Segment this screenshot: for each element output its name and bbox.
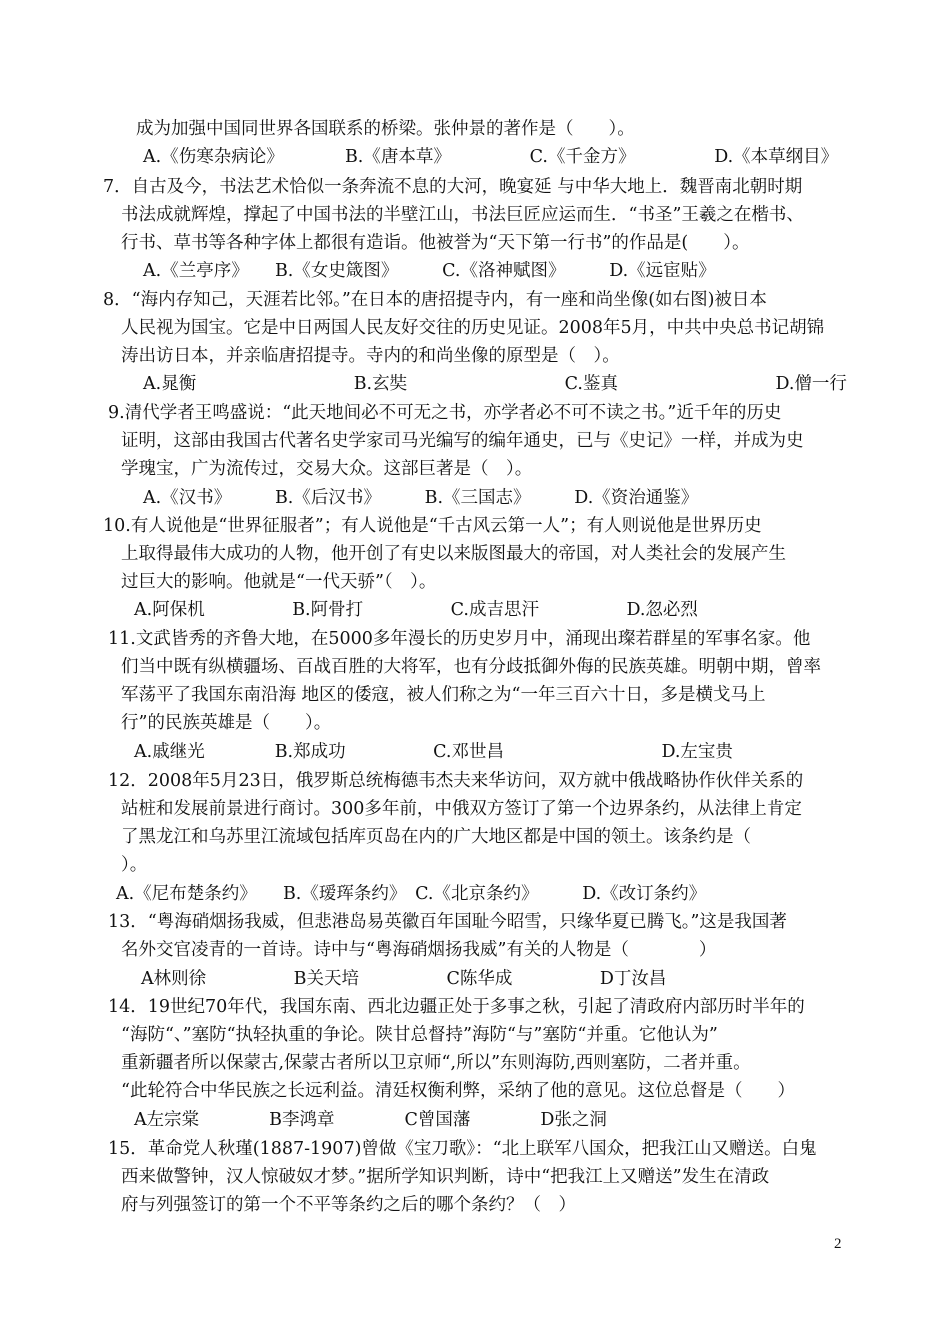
q15-stem-line-2: 西来做警钟，汉人惊破奴才梦。”据所学知识判断，诗中“把我江上又赠送”发生在清政 [121, 1167, 770, 1187]
q11-stem-line-2: 们当中既有纵横疆场、百战百胜的大将军，也有分歧抵御外侮的民族英雄。明朝中期，曾率 [121, 657, 821, 677]
q12-stem-line-3: 了黑龙江和乌苏里江流域包括库页岛在内的广大地区都是中国的领土。该条约是（ [121, 827, 751, 847]
q11-stem-line-3: 军荡平了我国东南沿海 地区的倭寇，被人们称之为“一年三百六十日，多是横戈马上 [121, 685, 766, 705]
q14-stem-line-3: 重新疆者所以保蒙古,保蒙古者所以卫京师“,所以”东则海防,西则塞防，二者并重。 [121, 1053, 751, 1073]
q14-options: A左宗棠 B李鸿章 C曾国藩 D张之洞 [134, 1110, 607, 1130]
q12-options: A.《尼布楚条约》 B.《瑷珲条约》 C.《北京条约》 D.《改订条约》 [116, 884, 707, 904]
q9-stem-line-3: 学瑰宝，广为流传过，交易大众。这部巨著是（ ）。 [121, 459, 533, 479]
q9-stem-line-2: 证明，这部由我国古代著名史学家司马光编写的编年通史，已与《史记》一样，并成为史 [121, 431, 804, 451]
q9-stem-line-1: 9.清代学者王鸣盛说：“此天地间必不可无之书，亦学者必不可不读之书。”近千年的历史 [108, 403, 782, 423]
q14-stem-line-4: “此轮符合中华民族之长远利益。清廷权衡利弊，采纳了他的意见。这位总督是（ ） [121, 1081, 795, 1101]
q13-stem-line-2: 名外交官凌青的一首诗。诗中与“粤海硝烟扬我威”有关的人物是（ ） [121, 940, 717, 960]
q10-options: A.阿保机 B.阿骨打 C.成吉思汗 D.忽必烈 [134, 600, 698, 620]
q13-stem-line-1: 13．“粤海硝烟扬我威，但悲港岛易英徽百年国耻今昭雪，只缘华夏已腾飞。”这是我国著 [108, 912, 787, 932]
q10-stem-line-1: 10.有人说他是“世界征服者”；有人说他是“千古风云第一人”；有人则说他是世界历史 [103, 516, 762, 536]
q11-stem-line-4: 行”的民族英雄是（ ）。 [121, 713, 332, 733]
q6-stem-continued: 成为加强中国同世界各国联系的桥梁。张仲景的著作是（ ）。 [136, 119, 635, 139]
q14-stem-line-1: 14．19世纪70年代，我国东南、西北边疆正处于多事之秋，引起了清政府内部历时半年的 [108, 997, 805, 1017]
q7-options: A.《兰亭序》 B.《女史箴图》 C.《洛神赋图》 D.《远宦贴》 [143, 261, 716, 281]
q10-stem-line-2: 上取得最伟大成功的人物，他开创了有史以来版图最大的帝国，对人类社会的发展产生 [121, 544, 786, 564]
q12-stem-line-2: 站桩和发展前景进行商讨。300多年前，中俄双方签订了第一个边界条约，从法律上肯定 [121, 799, 802, 819]
q8-options: A.晁衡 B.玄奘 C.鉴真 D.僧一行 [143, 374, 847, 394]
q9-options: A.《汉书》 B.《后汉书》 B.《三国志》 D.《资治通鉴》 [143, 488, 699, 508]
q12-stem-line-4: ）。 [121, 855, 148, 875]
q8-stem-line-3: 涛出访日本，并亲临唐招提寺。寺内的和尚坐像的原型是（ ）。 [121, 346, 620, 366]
q12-stem-line-1: 12．2008年5月23日，俄罗斯总统梅德韦杰夫来华访问，双方就中俄战略协作伙伴关系的 [108, 771, 804, 791]
q11-stem-line-1: 11.文武皆秀的齐鲁大地，在5000多年漫长的历史岁月中，涌现出璨若群星的军事名家。他 [108, 629, 811, 649]
q8-stem-line-2: 人民视为国宝。它是中日两国人民友好交往的历史见证。2008年5月，中共中央总书记胡锦 [121, 318, 825, 338]
q10-stem-line-3: 过巨大的影响。他就是“一代天骄”（ ）。 [121, 572, 437, 592]
q7-stem-line-3: 行书、草书等各种字体上都很有造诣。他被誉为“天下第一行书”的作品是( ）。 [121, 233, 750, 253]
q7-stem-line-1: 7．自古及今，书法艺术恰似一条奔流不息的大河，晚宴延 与中华大地上．魏晋南北朝时期 [103, 177, 803, 197]
q6-options: A.《伤寒杂病论》 B.《唐本草》 C.《千金方》 D.《本草纲目》 [143, 147, 839, 167]
q14-stem-line-2: “海防“、”塞防“执轻执重的争论。陕甘总督持”海防“与”塞防“并重。它他认为” [121, 1025, 718, 1045]
q7-stem-line-2: 书法成就辉煌，撑起了中国书法的半壁江山，书法巨匠应运而生．“书圣”王羲之在楷书、 [121, 205, 804, 225]
q13-options: A林则徐 B关天培 C陈华成 D丁汝昌 [141, 969, 667, 989]
page-number: 2 [834, 1236, 842, 1252]
q11-options: A.戚继光 B.郑成功 C.邓世昌 D.左宝贵 [134, 742, 733, 762]
q8-stem-line-1: 8．“海内存知己，天涯若比邻。”在日本的唐招提寺内，有一座和尚坐像(如右图)被日本 [103, 290, 767, 310]
q15-stem-line-1: 15．革命党人秋瑾(1887-1907)曾做《宝刀歌》：“北上联军八国众，把我江山又赠送。白鬼 [108, 1139, 817, 1159]
q15-stem-line-3: 府与列强签订的第一个不平等条约之后的哪个条约？（ ） [121, 1195, 576, 1215]
